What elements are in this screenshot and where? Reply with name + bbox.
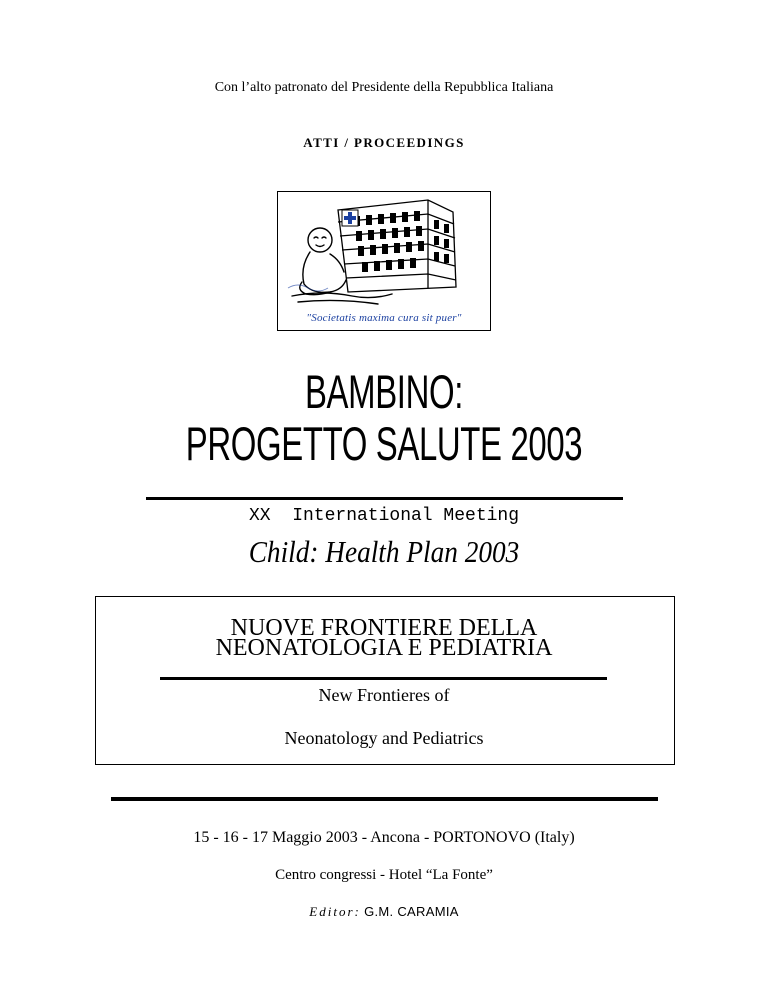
- event-logo: [277, 191, 491, 331]
- frontiers-english-line-1: New Frontieres of: [318, 685, 450, 705]
- english-title: Child: Health Plan 2003: [248, 534, 520, 569]
- logo-illustration-icon: [278, 192, 489, 329]
- divider-rule: [146, 497, 623, 500]
- patronage-line: Con l’alto patronato del Presidente della Repubblica Italiana: [214, 80, 554, 95]
- divider-rule: [111, 797, 658, 801]
- frontiers-italian-line-2: NEONATOLOGIA E PEDIATRIA: [215, 635, 553, 661]
- meeting-subtitle: [0, 506, 768, 526]
- main-title: [115, 366, 653, 470]
- editor-name: G.M. CARAMIA: [364, 904, 459, 919]
- main-title-line-1: BAMBINO:: [304, 365, 464, 418]
- proceedings-label: ATTI / PROCEEDINGS: [303, 135, 465, 150]
- frontiers-english-line-2: Neonatology and Pediatrics: [284, 728, 484, 748]
- editor-line: [0, 904, 768, 920]
- divider-rule: [160, 677, 607, 680]
- frontiers-italian-title: [0, 615, 768, 661]
- main-title-line-2: PROGETTO SALUTE 2003: [185, 417, 583, 470]
- editor-label: Editor:: [309, 904, 361, 919]
- meeting-edition: XX: [248, 506, 271, 526]
- logo-motto: "Societatis maxima cura sit puer": [306, 312, 462, 324]
- event-dates: 15 - 16 - 17 Maggio 2003 - Ancona - PORTONOVO (Italy): [193, 829, 575, 846]
- frontiers-italian-line-1: NUOVE FRONTIERE DELLA: [230, 615, 538, 641]
- meeting-label: International Meeting: [292, 506, 520, 526]
- event-venue: Centro congressi - Hotel “La Fonte”: [275, 867, 493, 883]
